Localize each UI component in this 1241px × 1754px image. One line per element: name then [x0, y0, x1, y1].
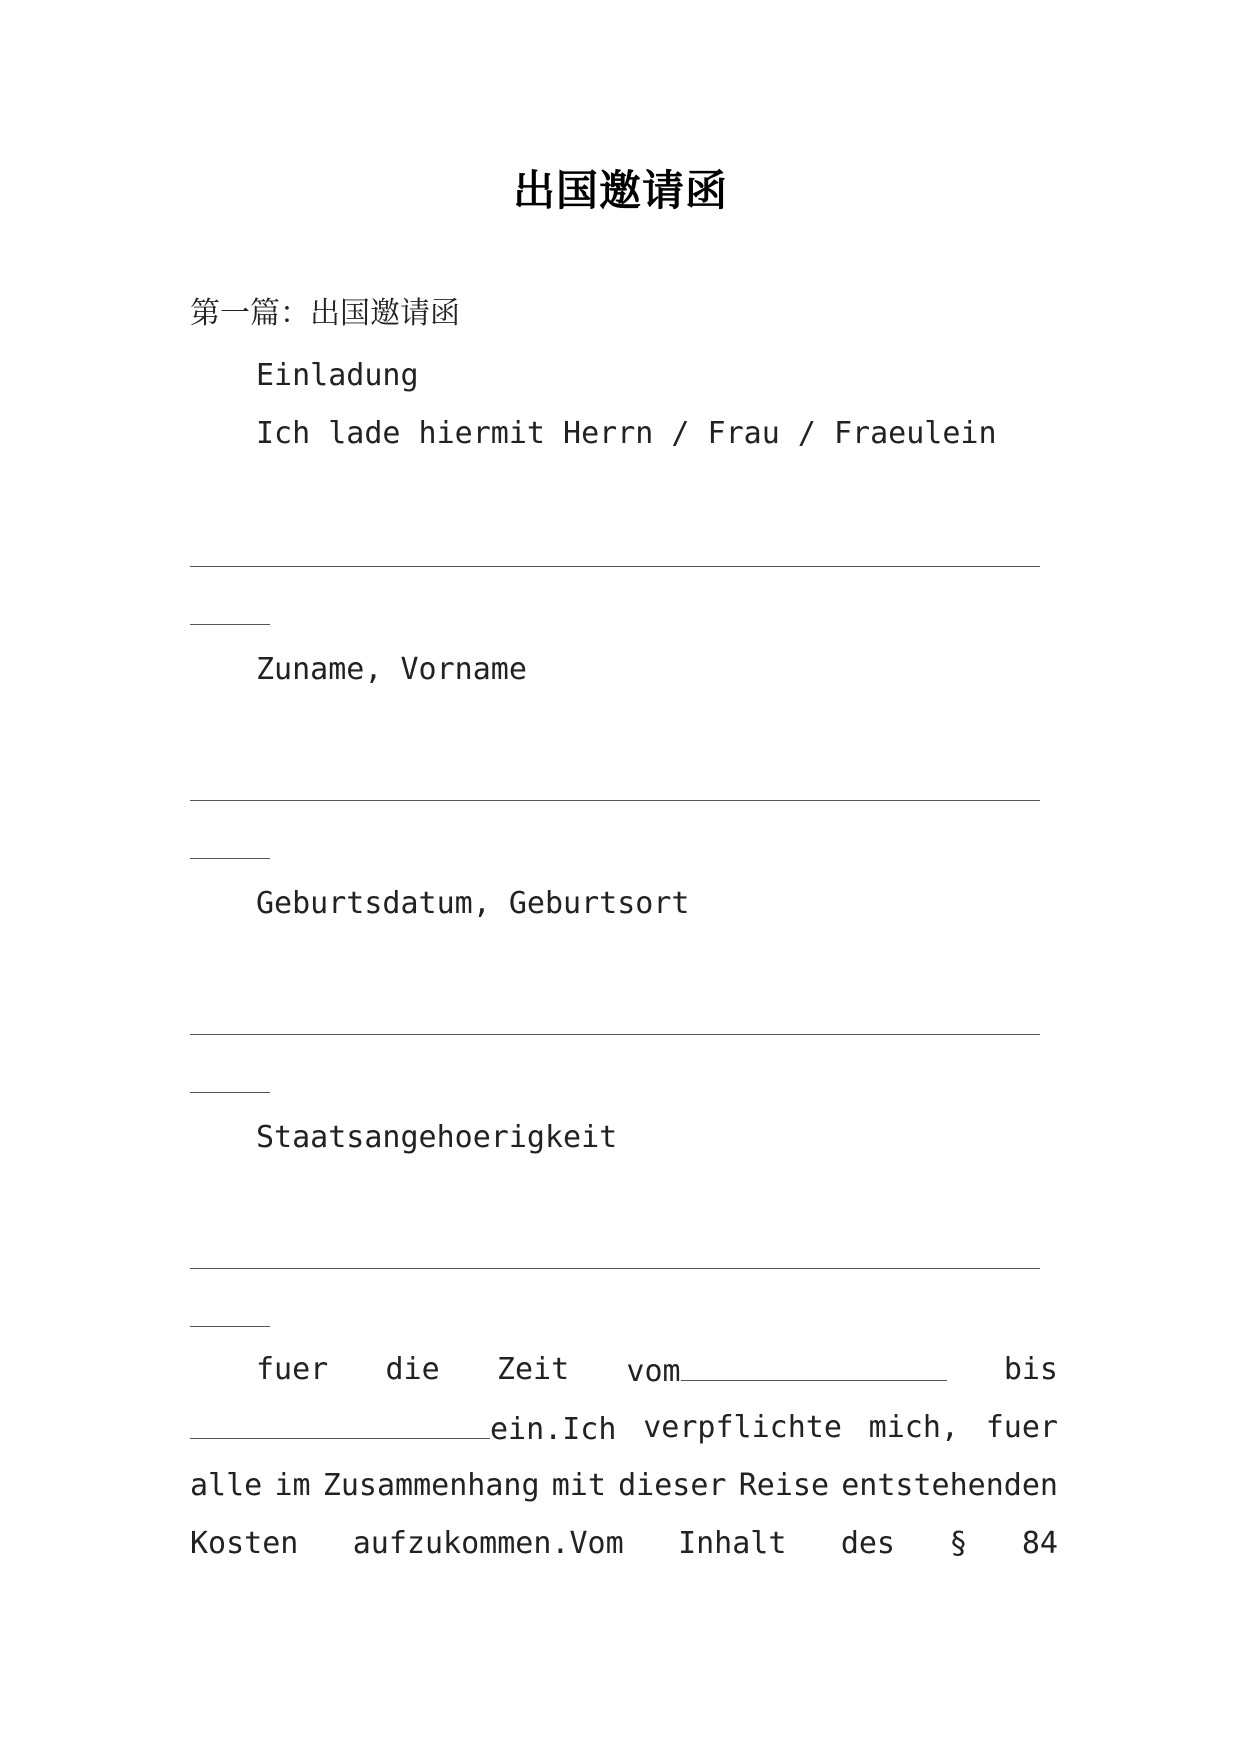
field-label-name: Zuname, Vorname [256, 652, 527, 687]
word: des [840, 1526, 895, 1561]
word: mich, [868, 1410, 959, 1445]
blank-line-birth-continuation[interactable] [190, 858, 270, 859]
word: Reise [738, 1468, 830, 1503]
field-label-birth: Geburtsdatum, Geburtsort [256, 886, 690, 921]
paragraph-line-4 [190, 1526, 1058, 1562]
word: 84 [1021, 1526, 1058, 1561]
word: im [274, 1468, 311, 1503]
word: aufzukommen.Vom [352, 1526, 624, 1561]
einladung-heading: Einladung [256, 358, 419, 393]
paragraph-line-3 [190, 1468, 1058, 1504]
word: Zusammenhang [322, 1468, 540, 1503]
blank-line-nationality-continuation[interactable] [190, 1092, 270, 1093]
section-heading: 第一篇：出国邀请函 [190, 296, 460, 331]
intro-line: Ich lade hiermit Herrn / Frau / Fraeulein [256, 416, 997, 451]
word: dieser [618, 1468, 727, 1503]
blank-from-date[interactable] [681, 1352, 947, 1381]
to-date-group [190, 1410, 616, 1448]
from-date-group [626, 1352, 946, 1390]
word: Kosten [190, 1526, 299, 1561]
word: die [385, 1352, 440, 1387]
paragraph-line-2 [190, 1410, 1058, 1448]
word: Zeit [496, 1352, 570, 1387]
blank-line-name[interactable] [190, 566, 1040, 567]
word: mit [551, 1468, 606, 1503]
blank-line-extra[interactable] [190, 1268, 1040, 1269]
blank-line-nationality[interactable] [190, 1034, 1040, 1035]
word: ein.Ich [490, 1412, 617, 1447]
blank-to-date[interactable] [190, 1410, 490, 1439]
word: § [949, 1526, 968, 1561]
document-title: 出国邀请函 [512, 166, 728, 215]
word: entstehenden [841, 1468, 1058, 1503]
word: verpflichte [643, 1410, 842, 1445]
blank-line-birth[interactable] [190, 800, 1040, 801]
word: fuer [985, 1410, 1058, 1445]
blank-line-extra-continuation[interactable] [190, 1326, 270, 1327]
word: vom [626, 1354, 681, 1389]
word: fuer [256, 1352, 329, 1387]
word: Inhalt [678, 1526, 787, 1561]
paragraph-line-1 [256, 1352, 1058, 1390]
blank-line-name-continuation[interactable] [190, 624, 270, 625]
word: bis [1003, 1352, 1058, 1387]
word: alle [190, 1468, 263, 1503]
field-label-nationality: Staatsangehoerigkeit [256, 1120, 618, 1155]
